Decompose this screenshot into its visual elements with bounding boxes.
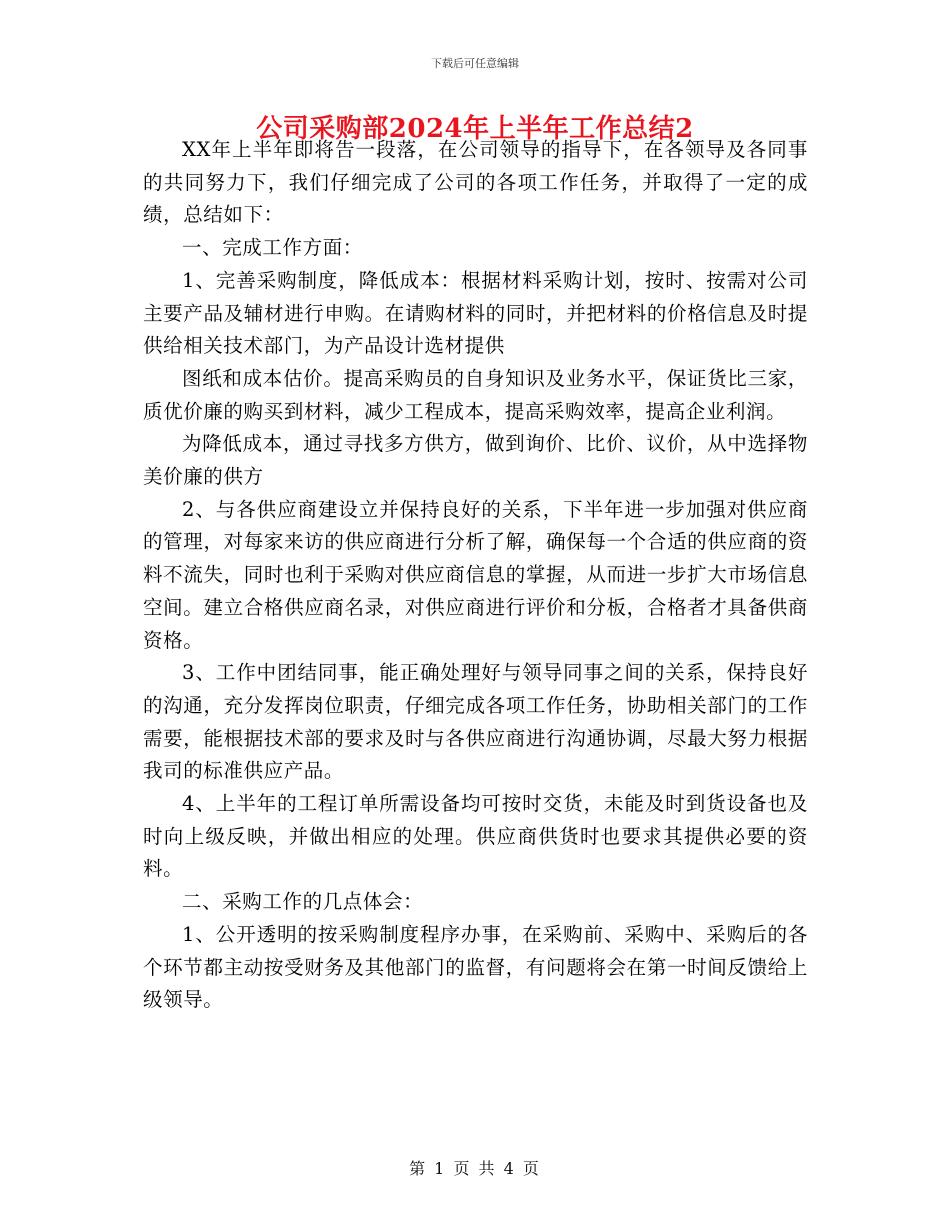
paragraph-cost-reduction: 为降低成本，通过寻找多方供方，做到询价、比价、议价，从中选择物美价廉的供方 [143,432,808,489]
paragraph-intro: XX年上半年即将告一段落，在公司领导的指导下，在各领导及各同事的共同努力下，我们仔细完成了公司的各项工作任务，并取得了一定的成绩，总结如下： [143,138,808,227]
paragraph-item-1-continued: 图纸和成本估价。提高采购员的自身知识及业务水平，保证货比三家，质优价廉的购买到材料，减少工程成本，提高采购效率，提高企业利润。 [143,366,808,423]
document-title: 公司采购部2024年上半年工作总结2 [256,114,694,144]
paragraph-item-1: 1、完善采购制度，降低成本：根据材料采购计划，按时、按需对公司主要产品及辅材进行申购。在请购材料的同时，并把材料的价格信息及时提供给相关技术部门，为产品设计选材提供 [143,268,808,358]
paragraph-item-3: 3、工作中团结同事，能正确处理好与领导同事之间的关系，保持良好的沟通，充分发挥岗位职责，仔细完成各项工作任务，协助相关部门的工作需要，能根据技术部的要求及时与各供应商进行沟通协调，尽最大努力根据我司的标准供应产品。 [143,661,808,783]
section-heading-experience: 二、采购工作的几点体会： [182,890,424,914]
header-note: 下载后可任意编辑 [431,57,519,70]
page-footer: 第 1 页 共 4 页 [409,1159,541,1178]
document-body [143,134,808,1017]
paragraph-experience-1: 1、公开透明的按采购制度程序办事，在采购前、采购中、采购后的各个环节都主动按受财务及其他部门的监督，有问题将会在第一时间反馈给上级领导。 [143,922,808,1012]
paragraph-item-4: 4、上半年的工程订单所需设备均可按时交货，未能及时到货设备也及时向上级反映，并做出相应的处理。供应商供货时也要求其提供必要的资料。 [143,792,808,881]
paragraph-item-2: 2、与各供应商建设立并保持良好的关系，下半年进一步加强对供应商的管理，对每家来访的供应商进行分析了解，确保每一个合适的供应商的资料不流失，同时也利于采购对供应商信息的掌握，从而进一步扩大市场信息空间。建立合格供应商名录，对供应商进行评价和分板，合格者才具备供商资格。 [143,497,808,652]
section-heading-work-completed: 一、完成工作方面： [182,236,363,260]
